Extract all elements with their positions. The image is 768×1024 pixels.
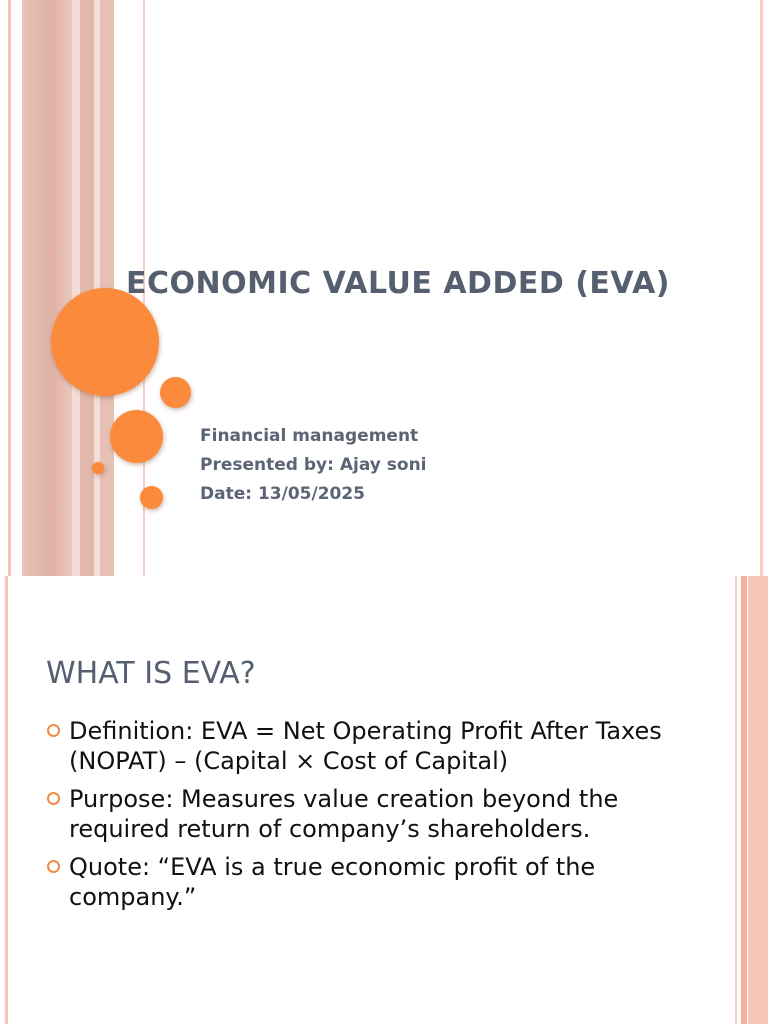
decorative-stripe (735, 576, 737, 1024)
bullet-item-purpose (46, 784, 686, 844)
decorative-stripe (5, 576, 8, 1024)
slide-subtitle (200, 425, 427, 512)
decorative-stripe (8, 0, 11, 576)
slide-heading: WHAT IS EVA? (46, 656, 256, 691)
subtitle-course: Financial management (200, 426, 419, 446)
decorative-circle (92, 462, 104, 474)
bullet-text: Quote: “EVA is a true economic profit of the company.” (69, 853, 596, 911)
bullet-item-quote (46, 852, 686, 912)
bullet-text: Purpose: Measures value creation beyond the required return of company’s shareholders. (69, 785, 619, 843)
bullet-circle-icon (47, 724, 60, 737)
decorative-stripe (760, 0, 763, 576)
content-slide (0, 576, 768, 1024)
bullet-circle-icon (47, 792, 60, 805)
decorative-stripe (741, 576, 747, 1024)
decorative-circle (51, 288, 159, 396)
bullet-circle-icon (47, 860, 60, 873)
slide-title: ECONOMIC VALUE ADDED (EVA) (125, 266, 671, 301)
bullet-item-definition (46, 716, 686, 776)
bullet-text: Definition: EVA = Net Operating Profit After Taxes (NOPAT) – (Capital × Cost of Capital) (69, 717, 662, 775)
decorative-circle (110, 410, 163, 463)
bullet-list (46, 716, 686, 920)
subtitle-date: Date: 13/05/2025 (200, 484, 366, 504)
subtitle-presenter: Presented by: Ajay soni (200, 455, 427, 475)
decorative-circle (140, 486, 163, 509)
decorative-stripe (748, 576, 768, 1024)
decorative-circle (160, 377, 191, 408)
